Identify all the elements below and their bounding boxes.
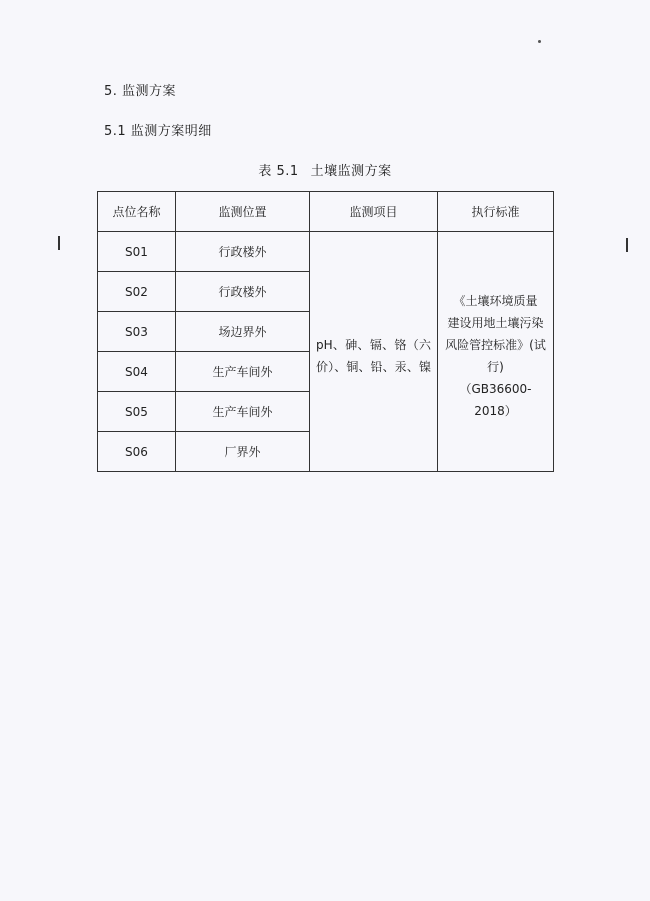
point-cell: S03 [98,312,176,352]
point-cell: S05 [98,392,176,432]
table-number: 表 5.1 [258,164,299,179]
table-title: 土壤监测方案 [310,164,392,179]
table-row [98,232,554,272]
standard-line: 行) [487,359,504,374]
monitoring-items-line: 价）、铜、铅、汞、镍 [316,359,431,374]
point-cell: S02 [98,272,176,312]
header-point-name: 点位名称 [98,192,176,232]
standard-line: （GB36600-2018） [459,381,532,418]
location-cell: 厂界外 [176,432,310,472]
standard-cell [438,232,554,472]
location-cell: 场边界外 [176,312,310,352]
table-header-row [98,192,554,232]
table-caption [0,160,650,179]
standard-line: 风险管控标准》(试 [445,337,546,352]
location-cell: 生产车间外 [176,352,310,392]
header-location: 监测位置 [176,192,310,232]
standard-line: 《土壤环境质量 [453,293,538,308]
point-cell: S04 [98,352,176,392]
location-cell: 行政楼外 [176,232,310,272]
section-heading: 5. 监测方案 [104,84,177,99]
monitoring-items-line: pH、砷、镉、铬（六 [316,337,431,352]
point-cell: S01 [98,232,176,272]
subsection-heading: 5.1 监测方案明细 [104,124,212,139]
location-cell: 生产车间外 [176,392,310,432]
scan-speck [538,40,541,43]
header-monitoring-items: 监测项目 [310,192,438,232]
scan-mark [626,238,628,252]
scan-mark [58,236,60,250]
standard-line: 建设用地土壤污染 [447,315,544,330]
location-cell: 行政楼外 [176,272,310,312]
monitoring-plan-table [97,191,554,472]
header-standard: 执行标准 [438,192,554,232]
monitoring-items-cell [310,232,438,472]
point-cell: S06 [98,432,176,472]
